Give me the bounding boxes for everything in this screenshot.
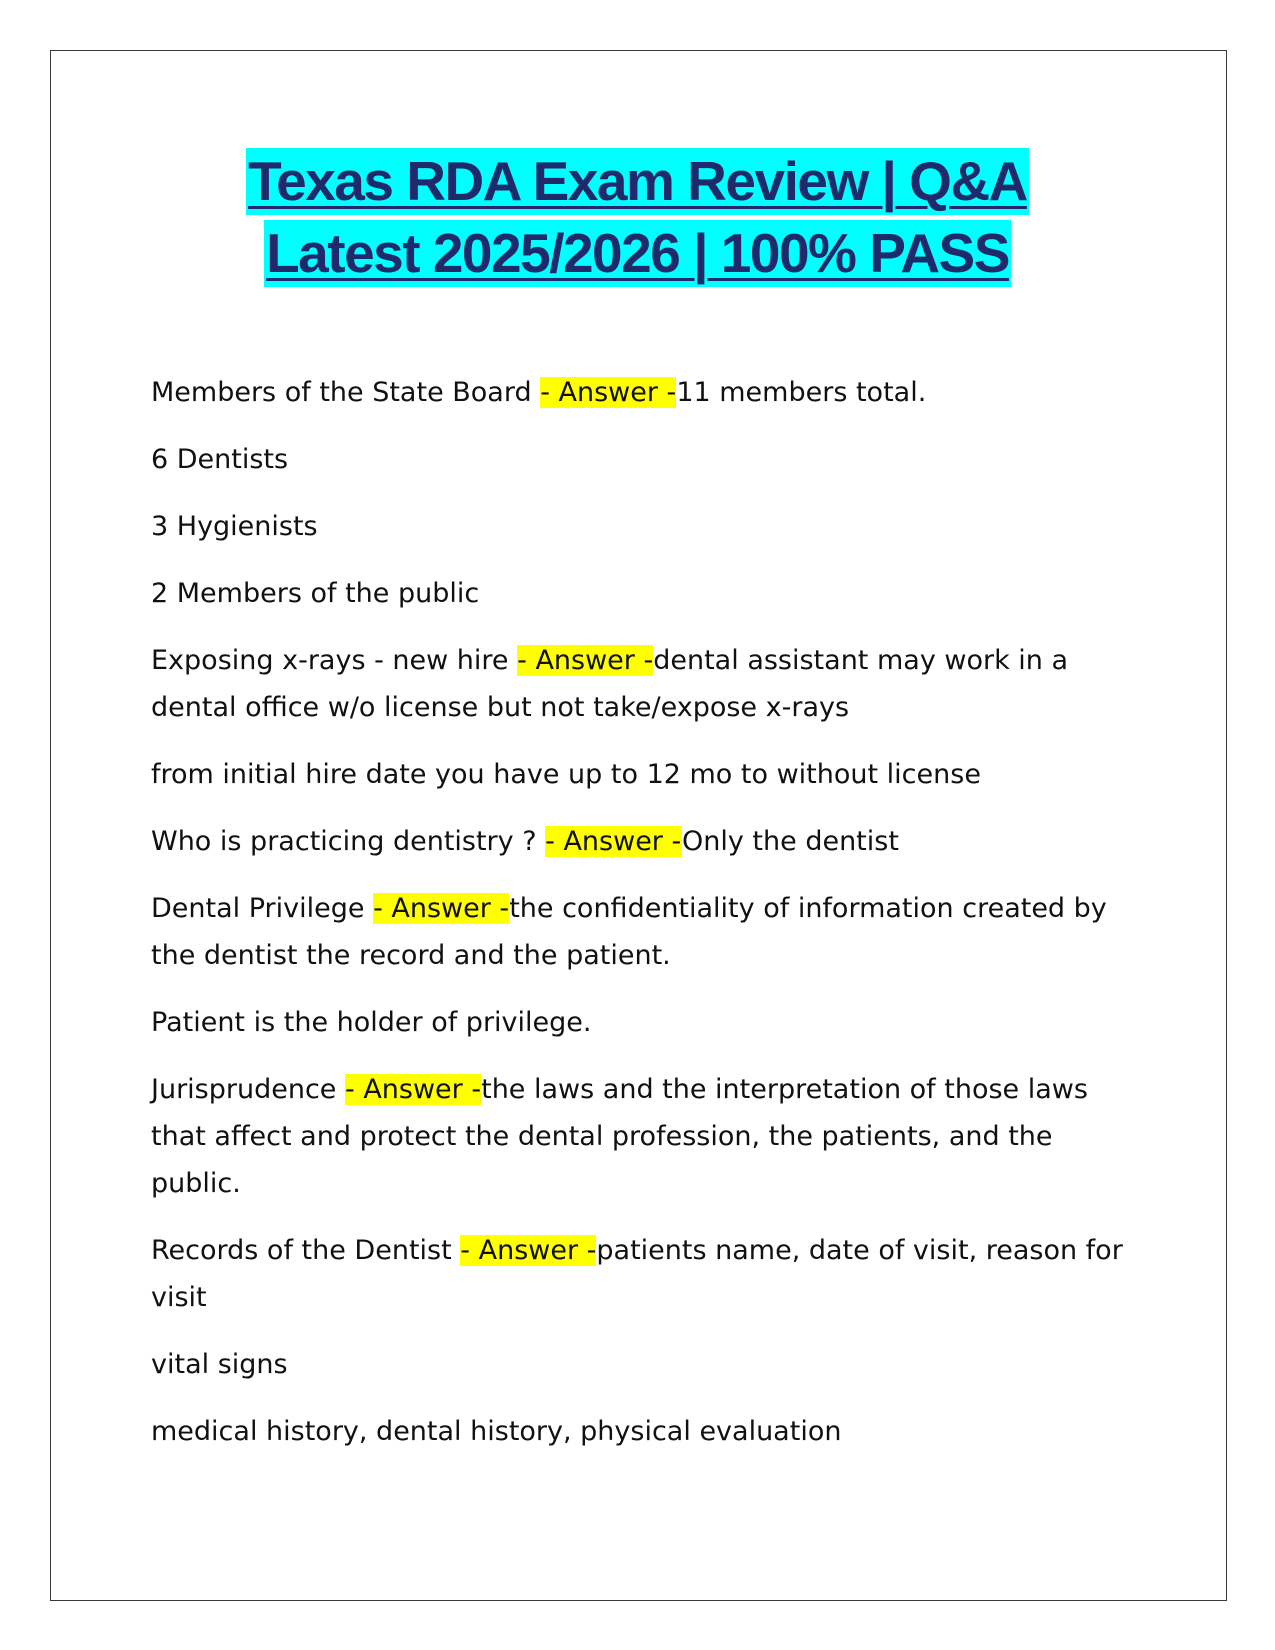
- question-text: Exposing x-rays - new hire: [151, 645, 518, 676]
- question-text: Jurisprudence: [151, 1074, 345, 1105]
- question-text: Dental Privilege: [151, 893, 374, 924]
- question-text: Members of the State Board: [151, 377, 541, 408]
- text-paragraph: 3 Hygienists: [151, 511, 318, 542]
- question-text: Who is practicing dentistry ?: [151, 826, 546, 857]
- answer-marker: - Answer -: [540, 377, 677, 408]
- answer-text: patients name, date of visit, reason for visit: [151, 1235, 1123, 1313]
- answer-text: dental assistant may work in a dental office w/o license but not take/expose x-rays: [151, 645, 1069, 723]
- text-paragraph: 6 Dentists: [151, 444, 289, 475]
- qa-paragraph: [151, 369, 1131, 416]
- answer-text: 11 members total.: [676, 377, 927, 408]
- answer-marker: - Answer -: [373, 893, 510, 924]
- qa-paragraph: [151, 1227, 1131, 1321]
- answer-marker: - Answer -: [517, 645, 654, 676]
- qa-paragraph: [151, 818, 1131, 865]
- title-line-2: Latest 2025/2026 | 100% PASS: [264, 220, 1011, 287]
- qa-paragraph: [151, 885, 1131, 979]
- title-line-1: Texas RDA Exam Review | Q&A: [246, 148, 1029, 215]
- answer-text: the laws and the interpretation of those laws that affect and protect the dental profession, the patients, and the public.: [151, 1074, 1088, 1199]
- answer-marker: - Answer -: [460, 1235, 597, 1266]
- text-paragraph: Patient is the holder of privilege.: [151, 1007, 592, 1038]
- answer-marker: - Answer -: [545, 826, 682, 857]
- qa-paragraph: [151, 1066, 1131, 1207]
- text-paragraph: medical history, dental history, physical evaluation: [151, 1416, 842, 1447]
- answer-text: Only the dentist: [682, 826, 899, 857]
- answer-text: the confidentiality of information created by the dentist the record and the patient.: [151, 893, 1107, 971]
- document-body: [151, 369, 1131, 1475]
- qa-paragraph: [151, 637, 1131, 731]
- answer-marker: - Answer -: [345, 1074, 482, 1105]
- text-paragraph: vital signs: [151, 1349, 288, 1380]
- text-paragraph: from initial hire date you have up to 12 mo to without license: [151, 759, 981, 790]
- text-paragraph: 2 Members of the public: [151, 578, 480, 609]
- question-text: Records of the Dentist: [151, 1235, 461, 1266]
- document-title: [0, 148, 1275, 292]
